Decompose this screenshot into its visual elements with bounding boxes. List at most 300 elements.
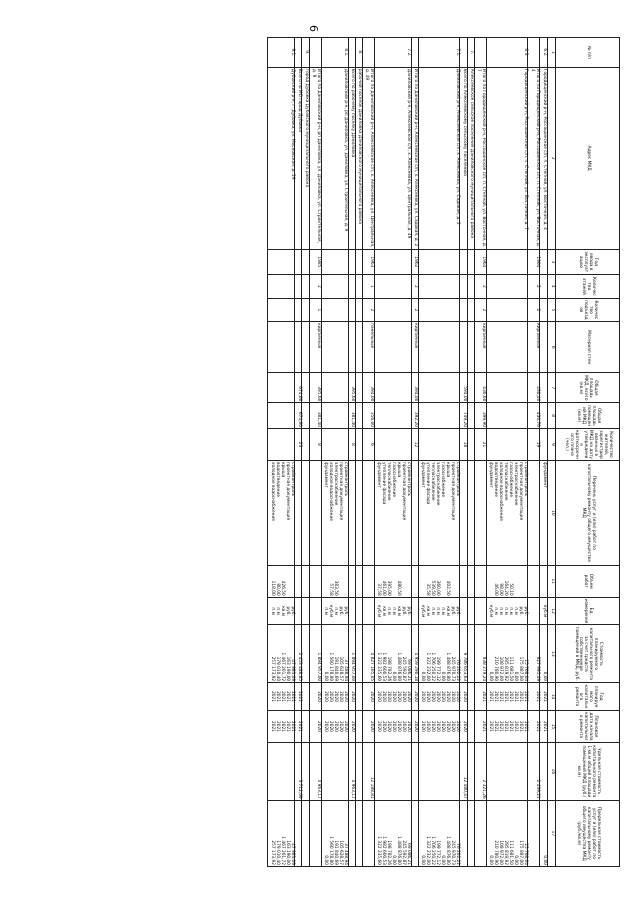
table-cell: Городищенский р-н, Россошинское с/п, п. Степной, ул. Восточная, д. 7 (486, 67, 528, 249)
table-cell: 2021 (540, 710, 547, 742)
cell-line: 111 681,50 (508, 656, 514, 682)
cell-line: 2021 (270, 720, 276, 732)
table-cell: 2 (411, 298, 418, 322)
table-cell: 7.2. (374, 38, 411, 68)
cell-line: 2020 (401, 691, 407, 703)
table-cell: 8 (348, 428, 355, 460)
cell-line: 163 190,00 (284, 656, 290, 682)
cell-line: п.м (391, 607, 397, 615)
table-cell (474, 38, 486, 68)
table-cell: 749,20 (460, 403, 467, 429)
cell-line: водоотведение (274, 461, 280, 497)
cell-line: электроснабжение (435, 461, 441, 506)
column-number: 8 (547, 403, 555, 429)
cell-line: фундамент (376, 461, 382, 488)
table-cell (309, 460, 321, 565)
cell-line: проектная документация (338, 461, 344, 521)
table-cell (348, 298, 355, 322)
cell-line: 245 592,87 (401, 840, 407, 865)
table-cell: 2021 (540, 683, 547, 711)
table-cell (348, 275, 355, 299)
cell-line: п.м (323, 607, 329, 615)
cell-line: 37,58 (376, 583, 382, 596)
table-cell: 2020 (348, 710, 355, 742)
cell-line: 1 706 250,22 (430, 652, 436, 682)
table-cell: фундамент (540, 460, 547, 565)
table-cell (268, 710, 295, 742)
column-number: 12 (547, 597, 555, 625)
table-cell: 2020 (362, 710, 374, 742)
table-cell (374, 322, 411, 373)
cell-line: 2021 (503, 691, 509, 703)
column-number-row (547, 38, 555, 867)
table-cell (540, 373, 547, 403)
table-cell (418, 710, 460, 742)
table-cell: 6 (362, 428, 374, 460)
table-cell (268, 625, 295, 683)
cell-line: руб. (284, 606, 290, 616)
cell-line: 198 782,26 (386, 656, 392, 682)
table-cell (355, 710, 362, 742)
cell-line (522, 567, 527, 596)
table-cell: 19 (528, 428, 540, 460)
table-cell (348, 38, 355, 68)
cell-line: 118,00 (270, 580, 276, 596)
table-cell (355, 373, 362, 403)
column-header: Предельная стоимость услуг и (или) работ по капитальному ремонту общего имущества МКД (руб./кв.м) (555, 800, 619, 866)
table-cell (321, 710, 348, 742)
cell-line: 0,00 (323, 671, 329, 682)
cell-line: 98,00 (498, 583, 504, 596)
cell-line: руб. (522, 606, 528, 616)
cell-line: 2020 (401, 720, 407, 732)
table-row (362, 38, 374, 867)
column-number: 15 (547, 710, 555, 742)
cell-line: 2020 (420, 691, 426, 703)
table-cell: рабочий поселок Даниловка Даниловского муниципального района (355, 67, 362, 249)
cell-line: 2021 (284, 720, 290, 732)
cell-line: кв.м (425, 606, 431, 616)
table-cell (467, 298, 474, 322)
table-cell (348, 565, 355, 597)
cell-line: 69 086,21 (406, 843, 412, 865)
table-cell (418, 565, 460, 597)
cell-line: 0,00 (323, 855, 329, 865)
table-cell: 2 439,21 (528, 742, 540, 800)
cell-line: 175 887,00 (517, 840, 523, 865)
cell-line: 2020 (396, 720, 402, 732)
table-cell (302, 683, 309, 711)
table-cell (486, 597, 528, 625)
table-row (467, 38, 474, 867)
table-row (486, 38, 528, 867)
table-cell (302, 322, 309, 373)
table-cell: 6.2. (540, 38, 547, 68)
table-cell (355, 625, 362, 683)
table-cell (374, 460, 411, 565)
table-cell (467, 625, 474, 683)
cell-line: 2020 (381, 720, 387, 732)
cell-line: 2021 (279, 691, 285, 703)
table-cell: Даниловский р-н, Алексеевское с/п, х. Алексеевка, ул. Садовая, д. 2 (418, 67, 460, 249)
table-cell: 2021 (295, 683, 302, 711)
cell-line: 1 982 600,53 (381, 836, 387, 865)
table-cell (309, 597, 321, 625)
table-cell (460, 597, 467, 625)
cell-line: 0,00 (391, 671, 397, 682)
cell-line: крыша (279, 461, 285, 478)
table-cell (355, 742, 362, 800)
table-cell: Итого по Городищенский р-н, Россошинское с/п, п. Степной, ул. Восточная, д. 7 (474, 67, 486, 249)
cell-line: п.м (435, 607, 441, 615)
cell-line: 0,00 (512, 671, 518, 682)
cell-line: газоснабжение (508, 461, 514, 498)
cell-line: 2021 (289, 720, 295, 732)
cell-line: 76 202,22 (454, 843, 460, 865)
table-cell: 674,60 (295, 373, 302, 403)
cell-line: п.м (493, 607, 499, 615)
table-cell (460, 565, 467, 597)
cell-line: 2020 (338, 720, 344, 732)
cell-line: 2021 (498, 691, 504, 703)
table-cell: 4 963,17 (309, 742, 321, 800)
cell-line (405, 567, 410, 596)
table-cell: 594,00 (460, 373, 467, 403)
table-cell (321, 428, 348, 460)
column-number: 10 (547, 460, 555, 565)
table-cell (374, 249, 411, 275)
table-cell (302, 428, 309, 460)
cell-line: 108 972,00 (498, 840, 504, 865)
table-cell: 2020 (348, 683, 355, 711)
cell-line: 199 772,12 (435, 656, 441, 682)
cell-line: п.м (274, 607, 280, 615)
table-cell (321, 275, 348, 299)
cell-line: руб. (342, 606, 348, 616)
cell-line: 0,00 (512, 855, 518, 865)
table-cell: Итого по Даниловский р-н, Алексеевское с/п, х. Алексеевка, ул. Садовая, д. 2 (411, 67, 418, 249)
table-cell: 2 (474, 275, 486, 299)
column-number: 4 (547, 275, 555, 299)
cell-line: куб.м (420, 604, 426, 618)
table-cell: 430,70 (528, 403, 540, 429)
table-cell: Городищенский р-н, Россошинское с/п, п. Степной, ул. Восточная, д. 4 (540, 67, 547, 249)
cell-line: 2020 (420, 720, 426, 732)
table-cell: 381,40 (309, 403, 321, 429)
column-number: 2 (547, 67, 555, 249)
cell-line: 2020 (391, 720, 397, 732)
cell-line: проектная документация (449, 461, 455, 521)
table-cell (309, 38, 321, 68)
table-cell: 2021 (295, 710, 302, 742)
column-number: 6 (547, 322, 555, 373)
table-cell (418, 742, 460, 800)
table-cell (268, 322, 295, 373)
table-sheet (20, 37, 620, 867)
cell-line: 191 840,69 (333, 656, 339, 682)
cell-line: 295 819,92 (503, 656, 509, 682)
cell-line: 2021 (498, 720, 504, 732)
table-cell: 399,90 (474, 403, 486, 429)
cell-line: 47 983,09 (289, 843, 295, 865)
table-cell: 4 963,17 (348, 742, 355, 800)
cell-line: стройконтроль (342, 461, 348, 497)
table-cell (540, 565, 547, 597)
table-cell: 23 (295, 428, 302, 460)
cell-line: 2020 (406, 691, 412, 703)
table-cell (418, 403, 460, 429)
cell-line: руб. (406, 606, 412, 616)
cell-line: 2020 (386, 720, 392, 732)
table-cell: 1 (362, 275, 374, 299)
cell-line: 480,50 (396, 580, 402, 596)
repair-plan-table (268, 37, 621, 867)
cell-line: 0,00 (440, 671, 446, 682)
cell-line: руб. (449, 606, 455, 616)
cell-line: 2020 (328, 720, 334, 732)
cell-line: 2020 (449, 691, 455, 703)
table-row (309, 38, 321, 867)
cell-line: 69 086,21 (406, 659, 412, 682)
cell-line: 0,00 (488, 671, 494, 682)
column-header: Ед. измерения (555, 597, 619, 625)
table-cell (528, 460, 540, 565)
cell-line: водоотведение (493, 461, 499, 497)
cell-line: 1 560 178,80 (328, 836, 334, 865)
table-row (355, 38, 362, 867)
table-cell: 2020 (460, 683, 467, 711)
cell-line: п.м (440, 607, 446, 615)
table-cell (460, 298, 467, 322)
column-header: Общая площадь помещений МКД (кв.м) (555, 403, 619, 429)
table-row (374, 38, 411, 867)
cell-line: 2021 (508, 691, 514, 703)
table-body (268, 38, 555, 867)
table-cell: город Дубовка Дубовского муниципального района (302, 67, 309, 249)
table-cell (295, 322, 302, 373)
cell-line: руб. (454, 606, 460, 616)
cell-line: холодное водоснабжение (328, 461, 334, 521)
table-cell: 394,00 (362, 373, 374, 403)
table-cell (467, 428, 474, 460)
cell-line: 50,10 (508, 583, 514, 596)
table-cell: 9 786 653,63 (460, 625, 467, 683)
cell-line: проектная документация (517, 461, 523, 521)
table-cell: 394,00 (411, 373, 418, 403)
table-cell (302, 373, 309, 403)
table-cell (374, 403, 411, 429)
table-cell: 430,40 (528, 373, 540, 403)
cell-line: проектная документация (401, 461, 407, 521)
column-number: 7 (547, 373, 555, 403)
table-cell (362, 565, 374, 597)
table-cell (295, 38, 302, 68)
cell-line: крыша (444, 461, 450, 478)
table-cell (355, 428, 362, 460)
cell-line: крыша (396, 461, 402, 478)
table-cell: 2 (309, 275, 321, 299)
table-cell (374, 373, 411, 403)
table-cell (348, 597, 355, 625)
cell-line: 1 322 235,60 (376, 652, 382, 682)
cell-line (289, 567, 294, 596)
cell-line: 1 706 250,22 (430, 836, 436, 865)
cell-line: 257 173,92 (270, 656, 276, 682)
table-cell (474, 460, 486, 565)
table-cell (486, 403, 528, 429)
table-row (268, 38, 295, 867)
cell-line: 2020 (342, 691, 348, 703)
table-cell: 12 188,81 (362, 742, 374, 800)
table-cell: 9.1. (268, 38, 295, 68)
cell-line: 210 780,90 (493, 840, 499, 865)
cell-line: 1 467 201,72 (279, 652, 285, 682)
cell-line: п.м (508, 607, 514, 615)
table-cell: Всего по рабочему поселку Даниловка (348, 67, 355, 249)
cell-line: фундамент (323, 461, 329, 488)
table-cell: 674,60 (295, 403, 302, 429)
column-header: Количество подъездов (555, 298, 619, 322)
cell-line: 295 819,92 (503, 840, 509, 865)
table-cell (486, 565, 528, 597)
table-cell (321, 597, 348, 625)
table-cell: Итого по Городищенский р-н, Россошинское с/п, п. Степной, ул. Восточная, д. 4 (528, 67, 540, 249)
table-cell (302, 625, 309, 683)
cell-line: 2020 (430, 691, 436, 703)
table-cell: 8.1. (321, 38, 348, 68)
table-cell (374, 298, 411, 322)
table-cell: 2020 (460, 710, 467, 742)
cell-line: 2021 (522, 720, 528, 732)
cell-line: 80,00 (274, 583, 280, 596)
table-cell (268, 275, 295, 299)
table-cell (540, 275, 547, 299)
cell-line: 2021 (503, 720, 509, 732)
cell-line: 1 488 876,80 (444, 652, 450, 682)
cell-line: 2020 (444, 691, 450, 703)
table-cell (486, 742, 528, 800)
table-cell: 2021 (474, 710, 486, 742)
cell-line: 175 887,00 (517, 656, 523, 682)
column-header: Количество жителей, зарегистрированных в МКД на дату утверждения краткосрочного плана (чел.) (555, 428, 619, 460)
table-cell (486, 710, 528, 742)
cell-line: стройконтроль (454, 461, 460, 497)
table-cell (355, 403, 362, 429)
table-cell (467, 373, 474, 403)
cell-line: теплоснабжение (430, 461, 436, 501)
table-cell (268, 298, 295, 322)
cell-line: 1 322 232,00 (425, 652, 431, 682)
table-cell (295, 800, 302, 866)
table-cell (418, 800, 460, 866)
cell-line: 111 681,50 (508, 840, 514, 865)
table-cell (418, 428, 460, 460)
table-cell: 395,60 (348, 373, 355, 403)
table-cell: 938 279,24 (474, 625, 486, 683)
table-cell (486, 249, 528, 275)
cell-line: 2021 (508, 720, 514, 732)
table-cell (411, 565, 418, 597)
cell-line: 108 972,00 (498, 656, 504, 682)
table-cell (268, 683, 295, 711)
cell-line: 0,00 (420, 855, 426, 865)
cell-line: куб.м (376, 604, 382, 618)
table-cell (528, 800, 540, 866)
table-cell (467, 322, 474, 373)
table-cell (302, 249, 309, 275)
cell-line: 2020 (333, 720, 339, 732)
table-cell: 356,00 (362, 403, 374, 429)
table-cell (321, 460, 348, 565)
cell-line: 0,00 (488, 855, 494, 865)
table-row (411, 38, 418, 867)
cell-line: руб. (289, 606, 295, 616)
table-cell: 4 959 290,18 (411, 625, 418, 683)
table-cell: 2021 (528, 710, 540, 742)
table-cell (486, 373, 528, 403)
table-cell (460, 38, 467, 68)
table-cell: 1 894 957,00 (309, 625, 321, 683)
table-cell: Всего по МО город Дубовка (295, 67, 302, 249)
table-cell (486, 683, 528, 711)
table-cell: 430,60 (474, 373, 486, 403)
cell-line: 105 628,57 (338, 840, 344, 865)
cell-line: 426,50 (279, 580, 285, 596)
table-cell (418, 298, 460, 322)
table-cell (321, 403, 348, 429)
cell-line: 360,00 (435, 580, 441, 596)
table-cell: 6.3. (486, 38, 528, 68)
table-cell (540, 742, 547, 800)
cell-line: 2021 (517, 720, 523, 732)
table-row (302, 38, 309, 867)
table-cell: кирпичные (411, 322, 418, 373)
table-cell (302, 403, 309, 429)
table-cell: 1985 (309, 249, 321, 275)
table-cell (540, 428, 547, 460)
page-number: 6 (307, 25, 320, 32)
cell-line: 37 488,94 (342, 843, 348, 865)
table-cell: куб.м (540, 597, 547, 625)
cell-line: 1 488 876,80 (396, 836, 402, 865)
table-cell (528, 597, 540, 625)
column-header: Год ввода в эксплуатацию (555, 249, 619, 275)
column-header: № п/п (555, 38, 619, 68)
table-cell (362, 460, 374, 565)
table-cell (321, 565, 348, 597)
table-cell (374, 275, 411, 299)
table-cell (418, 275, 460, 299)
column-header: Материал стен (555, 322, 619, 373)
table-cell (355, 683, 362, 711)
table-cell: кирпичные (474, 322, 486, 373)
cell-line: 2020 (430, 720, 436, 732)
cell-line: 2020 (323, 691, 329, 703)
table-cell (355, 565, 362, 597)
table-cell (302, 742, 309, 800)
table-cell (302, 460, 309, 565)
cell-line: стройконтроль (522, 461, 528, 497)
column-header: Количество этажей (555, 275, 619, 299)
table-cell: 2 (474, 298, 486, 322)
table-cell (295, 597, 302, 625)
cell-line: 2020 (435, 720, 441, 732)
table-cell: Итого по Даниловский р-н, рп Даниловка, ул. Даниловка, ул. Строительная, д. 9 (309, 67, 321, 249)
table-row (295, 38, 302, 867)
column-number: 3 (547, 249, 555, 275)
table-cell: 2020 (309, 710, 321, 742)
cell-line: п.м (333, 607, 339, 615)
